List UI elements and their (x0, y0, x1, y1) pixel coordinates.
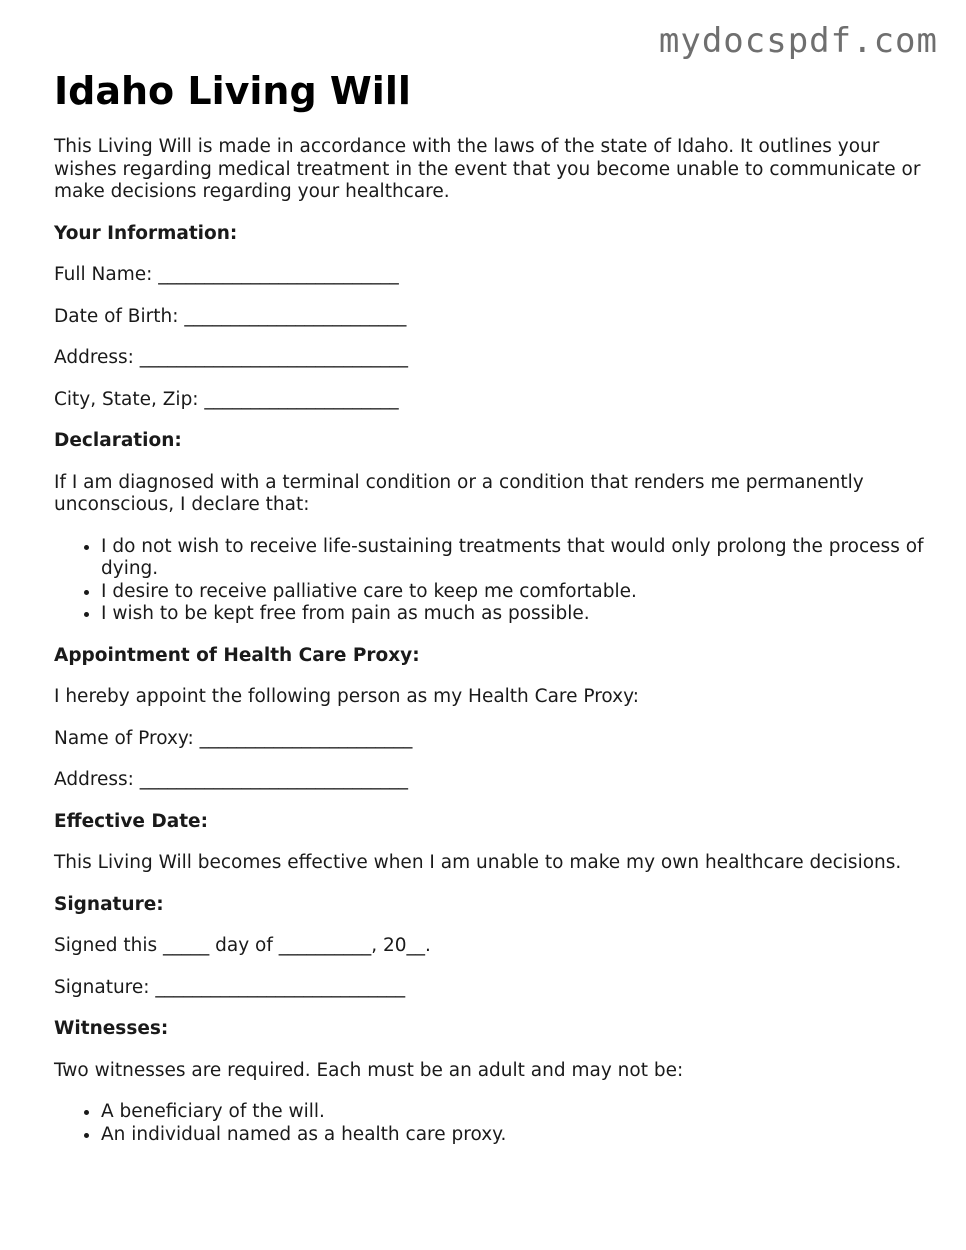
document-page (54, 68, 924, 1165)
proxy-heading: Appointment of Health Care Proxy: (54, 644, 420, 666)
proxy-name-field: Name of Proxy: _______________________ (54, 727, 413, 749)
effective-date-heading: Effective Date: (54, 810, 208, 832)
address-field: Address: _____________________________ (54, 347, 409, 368)
list-item: • A beneficiary of the will. (101, 1101, 924, 1124)
signature-line: Signature: ___________________________ (54, 976, 406, 998)
signature-heading: Signature: (54, 893, 164, 915)
signed-this-line: Signed this _____ day of __________, 20__. (54, 935, 431, 956)
full-name-field: Full Name: __________________________ (54, 264, 399, 285)
effective-date-text: This Living Will becomes effective when I am unable to make my own healthcare decisions. (54, 852, 902, 873)
witnesses-heading: Witnesses: (54, 1018, 169, 1039)
declaration-text: If I am diagnosed with a terminal condition or a condition that renders me permanently unconscious, I declare that: (54, 471, 864, 515)
declaration-heading: Declaration: (54, 430, 182, 451)
witnesses-list (54, 1101, 924, 1146)
watermark: mydocspdf.com (658, 21, 938, 61)
intro-paragraph: This Living Will is made in accordance with the laws of the state of Idaho. It outlines your wishes regarding medical treatment in the event that you become unable to communicate or make decisions regarding your healthcare. (54, 136, 921, 202)
list-item: • I desire to receive palliative care to keep me comfortable. (101, 581, 924, 604)
witnesses-text: Two witnesses are required. Each must be an adult and may not be: (54, 1059, 684, 1081)
page-title: Idaho Living Will (54, 69, 411, 113)
proxy-text: I hereby appoint the following person as my Health Care Proxy: (54, 686, 639, 707)
proxy-address-field: Address: _____________________________ (54, 769, 409, 790)
list-item: • An individual named as a health care proxy. (101, 1124, 924, 1147)
city-state-zip-field: City, State, Zip: _____________________ (54, 388, 399, 410)
your-information-heading: Your Information: (54, 222, 238, 244)
list-item: • I do not wish to receive life-sustaining treatments that would only prolong the process of dying. (101, 536, 924, 581)
date-of-birth-field: Date of Birth: ________________________ (54, 305, 407, 327)
list-item: • I wish to be kept free from pain as much as possible. (101, 603, 924, 626)
declaration-list (54, 536, 924, 626)
